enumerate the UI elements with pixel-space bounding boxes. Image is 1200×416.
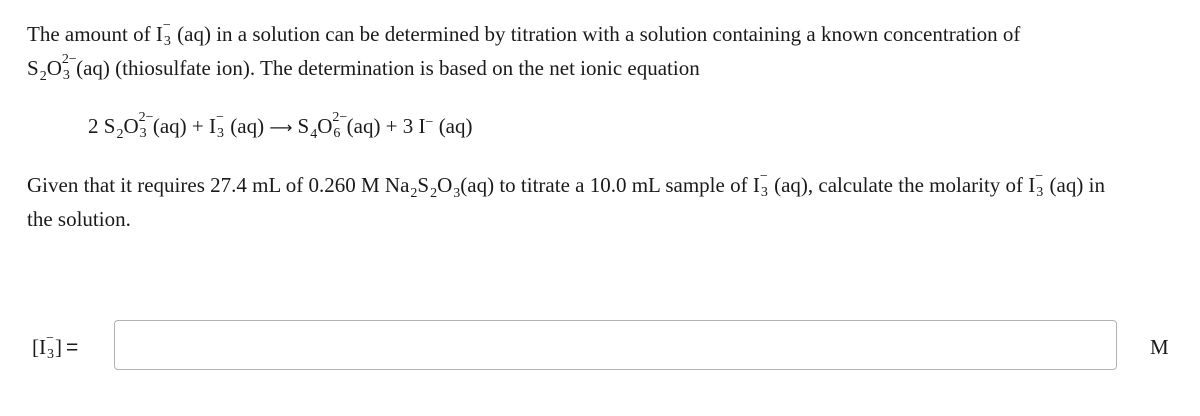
coefficient-2: 2: [88, 114, 104, 138]
oxygen-subscript: 6: [333, 125, 341, 141]
question-intro: [27, 17, 1177, 85]
iodine-symbol: I: [209, 114, 217, 138]
sulfur-subscript: 4: [310, 126, 318, 142]
iodine-symbol: I: [155, 22, 163, 46]
oxygen-subscript: 3: [62, 67, 70, 83]
thiosulfate-formula: [27, 51, 77, 89]
product-tetrathionate: [297, 109, 348, 147]
bracket-close: ]: [55, 335, 62, 359]
sulfur-symbol: S: [103, 114, 116, 138]
count-subscript: 3: [1036, 184, 1044, 200]
state-aq-plus-coef: (aq) + 3: [341, 114, 419, 138]
charge-superscript: 2−: [61, 52, 77, 68]
oxygen-symbol: O: [437, 173, 453, 197]
question-given: [27, 168, 1187, 236]
oxygen-subscript: 3: [139, 125, 147, 141]
state-aq-plus: (aq) +: [147, 114, 210, 138]
product-iodide: [419, 109, 434, 147]
bracket-open: [: [32, 335, 39, 359]
oxygen-symbol: O: [123, 114, 139, 138]
triiodide-scripts: [759, 169, 769, 200]
count-subscript: 3: [217, 125, 225, 141]
answer-unit: M: [1150, 335, 1169, 359]
given-text-mid: (aq) to titrate a 10.0 mL sample of: [460, 173, 753, 197]
triiodide-scripts: [162, 18, 172, 49]
iodine-symbol: I: [1028, 173, 1036, 197]
sulfur-symbol: S: [417, 173, 430, 197]
sulfur-symbol: S: [27, 56, 39, 80]
oxygen-symbol: O: [46, 56, 62, 80]
state-aq: (aq): [225, 114, 270, 138]
reactant-triiodide: [209, 109, 225, 143]
charge-superscript: −: [759, 169, 768, 185]
count-subscript: 3: [760, 184, 768, 200]
count-subscript: 3: [47, 346, 54, 362]
sulfur-subscript: 2: [39, 68, 47, 84]
given-text-start: Given that it requires 27.4 mL of 0.260 M: [27, 173, 385, 197]
triiodide-formula: [156, 17, 172, 51]
count-subscript: 3: [163, 33, 171, 49]
equals-sign: =: [66, 336, 79, 359]
net-ionic-equation: [88, 109, 473, 147]
charge-superscript: 2−: [138, 110, 154, 126]
charge-superscript: −: [46, 331, 54, 347]
question-given-line-2: the solution.: [27, 207, 131, 231]
triiodide-scripts: [1035, 169, 1044, 200]
answer-row: [0, 320, 1200, 374]
sodium-subscript: 2: [410, 185, 418, 201]
tetrathionate-scripts: [332, 110, 348, 141]
iodine-symbol: I: [39, 335, 46, 359]
charge-superscript: −: [1035, 169, 1044, 185]
triiodide-scripts: [46, 331, 55, 362]
charge-superscript: 2−: [332, 110, 348, 126]
molarity-answer-input[interactable]: [114, 320, 1117, 370]
triiodide-formula: [1028, 168, 1044, 202]
intro-text-start: The amount of: [27, 22, 156, 46]
charge-superscript: −: [216, 110, 224, 126]
sodium-thiosulfate-formula: [385, 168, 460, 206]
intro-text-end: (aq) (thiosulfate ion). The determination is based on the net ionic equation: [70, 56, 700, 80]
given-text-mid2: (aq), calculate the molarity of: [768, 173, 1029, 197]
answer-label: [32, 330, 78, 365]
intro-text-rest: (aq) in a solution can be determined by titration with a solution containing a known concentration of: [171, 22, 1021, 46]
charge-superscript: −: [425, 115, 434, 130]
thiosulfate-scripts: [138, 110, 154, 141]
question-intro-line-2: [27, 51, 1177, 85]
oxygen-subscript: 3: [453, 185, 461, 201]
question-given-line-1: [27, 168, 1187, 202]
reaction-arrow-icon: ⟶: [269, 120, 293, 137]
iodine-symbol: I: [418, 114, 426, 138]
triiodide-formula: [39, 330, 55, 364]
thiosulfate-scripts: [61, 52, 77, 83]
state-aq: (aq): [433, 114, 473, 138]
sulfur-subscript: 2: [430, 185, 438, 201]
triiodide-formula: [753, 168, 769, 202]
oxygen-symbol: O: [317, 114, 333, 138]
sulfur-symbol: S: [297, 114, 310, 138]
sodium-symbol: Na: [384, 173, 410, 197]
charge-superscript: −: [162, 18, 171, 34]
given-text-end: (aq) in: [1044, 173, 1105, 197]
iodine-symbol: I: [752, 173, 760, 197]
reactant-thiosulfate: [103, 109, 154, 147]
sulfur-subscript: 2: [116, 126, 124, 142]
triiodide-scripts: [216, 110, 225, 141]
question-intro-line-1: [27, 17, 1177, 51]
